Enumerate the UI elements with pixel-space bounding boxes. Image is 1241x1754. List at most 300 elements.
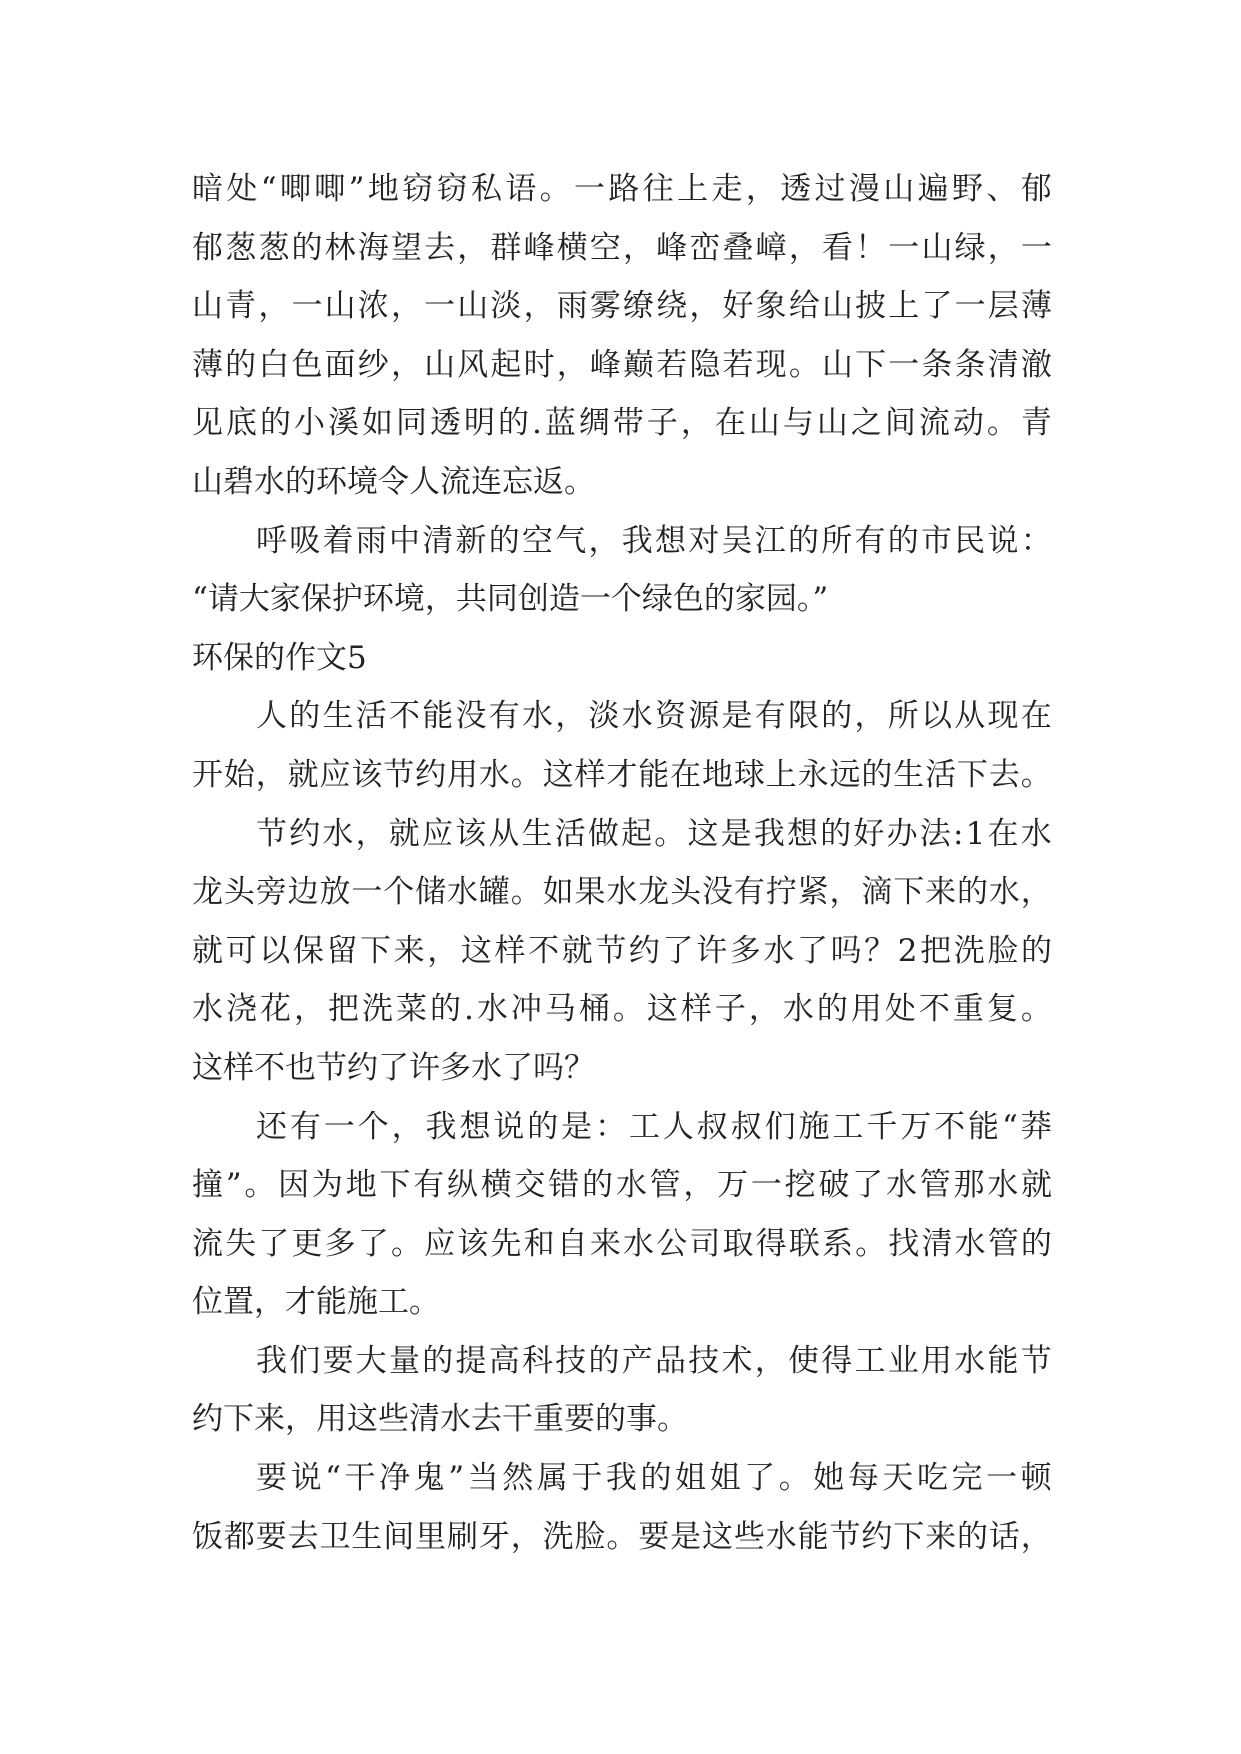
- text-char: 技: [555, 1342, 587, 1379]
- text-char: 工: [628, 1108, 660, 1145]
- text-char: 。: [244, 1167, 276, 1204]
- text-char: 水: [478, 756, 510, 793]
- text-char: 下: [360, 932, 392, 969]
- text-char: 万: [900, 1108, 932, 1145]
- text-char: ，: [745, 171, 777, 207]
- text-char: 走: [711, 171, 743, 207]
- text-char: 的: [820, 815, 852, 852]
- text-char: 施: [798, 1108, 830, 1145]
- text-char: 峰: [523, 229, 555, 266]
- text-char: 与: [782, 405, 814, 442]
- text-char: 水: [615, 1167, 647, 1204]
- text-char: 挖: [784, 1167, 816, 1204]
- text-char: 才: [606, 756, 638, 793]
- text-char: 多: [324, 1225, 356, 1262]
- text-char: 科: [522, 1342, 553, 1379]
- text-char: 罐: [478, 874, 510, 911]
- text-char: 的: [957, 874, 988, 911]
- text-char: 往: [642, 171, 674, 207]
- text-line: 位置，才能施工。: [192, 1284, 440, 1321]
- text-char: 公: [656, 1225, 688, 1262]
- text-char: 绿: [954, 229, 986, 266]
- text-line: [192, 394, 1052, 453]
- text-char: 以: [259, 932, 291, 969]
- text-char: 上: [765, 756, 797, 793]
- text-char: 溪: [328, 405, 359, 442]
- text-char: 说: [493, 1108, 525, 1145]
- text-char: 呼: [256, 522, 287, 559]
- text-char: 清: [921, 1225, 953, 1262]
- text-char: 千: [866, 1108, 898, 1145]
- text-char: 说: [987, 522, 1019, 559]
- text-char: 就: [1021, 1167, 1052, 1204]
- text-char: 一: [1020, 229, 1052, 266]
- text-char: 该: [457, 1225, 489, 1262]
- text-char: 约: [861, 1518, 893, 1555]
- text-char: :: [952, 815, 964, 852]
- text-char: 从: [954, 698, 986, 735]
- text-char: 所: [821, 522, 853, 559]
- text-char: 澈: [1020, 346, 1052, 383]
- text-char: “: [260, 171, 277, 207]
- text-line: [192, 863, 1052, 922]
- text-char: 薄: [1020, 288, 1052, 325]
- text-char: 。: [1020, 991, 1052, 1028]
- text-char: 限: [788, 698, 819, 735]
- text-char: 能: [422, 698, 454, 735]
- text-char: 了: [357, 1225, 389, 1262]
- text-char: ，: [623, 229, 655, 266]
- text-char: 浓: [357, 288, 389, 325]
- text-char: 水: [988, 874, 1020, 911]
- text-char: 吗: [830, 932, 862, 969]
- text-char: 的: [291, 229, 323, 266]
- text-char: 果: [574, 874, 606, 911]
- text-char: 我: [425, 1108, 457, 1145]
- text-char: 取: [722, 1225, 754, 1262]
- text-char: 天: [882, 1460, 914, 1497]
- text-char: 是: [561, 1108, 593, 1145]
- text-char: 就: [287, 756, 319, 793]
- text-char: 的: [816, 991, 848, 1028]
- text-char: 给: [788, 288, 820, 325]
- text-char: 。: [390, 1225, 422, 1262]
- text-char: 的: [640, 1460, 672, 1497]
- text-char: 的: [430, 991, 461, 1028]
- text-char: 有: [413, 1167, 445, 1204]
- text-char: 水: [522, 698, 553, 735]
- text-line: [192, 980, 1052, 1039]
- text-char: 资: [655, 698, 686, 735]
- text-char: 水: [782, 991, 814, 1028]
- text-char: 是: [721, 698, 753, 735]
- text-char: 纱: [357, 346, 389, 383]
- text-char: 叔: [730, 1108, 762, 1145]
- text-char: ，: [391, 1108, 423, 1145]
- text-char: 新: [455, 522, 487, 559]
- text-char: 流: [192, 1225, 223, 1262]
- text-line: [192, 336, 1052, 395]
- text-char: 约: [628, 932, 660, 969]
- text-char: 边: [287, 874, 319, 911]
- text-char: 披: [855, 288, 887, 325]
- text-char: 水: [621, 698, 653, 735]
- text-char: 水: [447, 874, 478, 911]
- text-char: 青: [225, 288, 257, 325]
- text-char: ，: [510, 1518, 542, 1555]
- text-char: 色: [291, 346, 323, 383]
- text-char: 不: [389, 698, 420, 735]
- text-char: 在: [670, 756, 702, 793]
- text-line: [192, 1156, 1052, 1215]
- text-char: 在: [987, 815, 1019, 852]
- text-char: 了: [921, 288, 953, 325]
- text-char: 能: [638, 756, 670, 793]
- text-char: 起: [490, 346, 522, 383]
- text-char: 的: [498, 405, 529, 442]
- text-char: 龙: [192, 874, 223, 911]
- text-char: 去: [424, 229, 456, 266]
- text-char: 山: [324, 288, 356, 325]
- text-char: 山: [192, 288, 223, 325]
- text-char: 菜: [396, 991, 427, 1028]
- text-char: 窃: [402, 171, 434, 207]
- text-char: 还: [256, 1108, 287, 1145]
- text-char: 节: [383, 756, 415, 793]
- text-char: 能: [987, 1342, 1019, 1379]
- text-line: [192, 922, 1052, 981]
- text-char: 起: [621, 815, 653, 852]
- text-char: 我: [621, 522, 653, 559]
- text-char: ，: [748, 991, 780, 1028]
- text-char: 没: [702, 874, 733, 911]
- text-char: 群: [490, 229, 522, 266]
- text-char: 水: [763, 932, 795, 969]
- text-char: 顿: [1020, 1460, 1052, 1497]
- text-char: 要: [638, 1518, 670, 1555]
- text-char: 管: [919, 1167, 951, 1204]
- text-char: 和: [523, 1225, 555, 1262]
- text-char: 的: [821, 698, 853, 735]
- text-char: ，: [854, 698, 886, 735]
- text-char: 法: [919, 815, 951, 852]
- text-char: 为: [311, 1167, 343, 1204]
- text-char: 地: [367, 171, 399, 207]
- text-char: 我: [605, 1460, 637, 1497]
- text-char: 雨: [556, 288, 588, 325]
- text-char: 是: [670, 1518, 702, 1555]
- text-char: 系: [821, 1225, 853, 1262]
- text-char: 就: [192, 932, 223, 969]
- text-char: 因: [278, 1167, 310, 1204]
- text-char: 有: [754, 698, 786, 735]
- text-char: 不: [918, 991, 950, 1028]
- text-char: 。: [539, 171, 571, 207]
- text-char: 一: [888, 229, 920, 266]
- text-char: 这: [646, 991, 678, 1028]
- text-char: 的: [861, 756, 893, 793]
- text-char: 。: [855, 1225, 887, 1262]
- text-char: ，: [258, 288, 290, 325]
- text-char: 万: [717, 1167, 749, 1204]
- text-char: 完: [951, 1460, 983, 1497]
- text-char: ？: [864, 932, 896, 969]
- text-char: 约: [415, 756, 447, 793]
- text-char: 复: [986, 991, 1018, 1028]
- text-char: ，: [294, 991, 325, 1028]
- text-char: 气: [555, 522, 587, 559]
- text-char: 要: [256, 1460, 287, 1497]
- text-char: 品: [655, 1342, 686, 1379]
- text-char: 水: [322, 815, 354, 852]
- text-char: 青: [1020, 405, 1052, 442]
- section-title: 环保的作文5: [192, 639, 367, 676]
- text-char: ，: [788, 229, 820, 266]
- text-char: 水: [1020, 815, 1052, 852]
- text-char: 干: [344, 1460, 376, 1497]
- text-char: 得: [821, 1342, 853, 1379]
- text-char: 重: [952, 991, 984, 1028]
- text-char: 私: [470, 171, 502, 207]
- text-char: 如: [362, 405, 393, 442]
- text-char: 应: [421, 815, 453, 852]
- text-char: 水: [476, 991, 508, 1028]
- text-char: 水: [765, 1518, 797, 1555]
- text-char: 雨: [355, 522, 387, 559]
- text-char: 了: [662, 932, 694, 969]
- text-char: ，: [457, 229, 489, 266]
- text-line: [192, 746, 1052, 805]
- text-char: 蓝: [544, 405, 576, 442]
- text-char: 洗: [362, 991, 393, 1028]
- text-char: 的: [289, 698, 321, 735]
- text-line: [192, 1215, 1052, 1274]
- text-char: 节: [256, 815, 287, 852]
- text-char: 把: [920, 932, 952, 969]
- text-char: 大: [355, 1342, 387, 1379]
- text-char: 空: [589, 229, 621, 266]
- text-char: 来: [925, 1518, 957, 1555]
- text-char: 着: [322, 522, 354, 559]
- text-char: 旁: [255, 874, 287, 911]
- text-char: 隐: [689, 346, 721, 383]
- text-char: 间: [884, 405, 916, 442]
- text-char: 葱: [225, 229, 257, 266]
- text-char: 纵: [446, 1167, 478, 1204]
- text-char: 山: [748, 405, 780, 442]
- text-char: 每: [847, 1460, 879, 1497]
- text-char: 洗: [542, 1518, 574, 1555]
- text-char: 约: [289, 815, 321, 852]
- text-char: 底: [226, 405, 257, 442]
- text-char: 的: [788, 522, 819, 559]
- text-char: ，: [556, 346, 588, 383]
- text-char: 节: [1020, 1342, 1052, 1379]
- text-char: 的: [260, 405, 291, 442]
- text-char: 缭: [623, 288, 655, 325]
- text-char: 来: [925, 874, 957, 911]
- text-char: 的: [957, 1518, 988, 1555]
- text-char: 清: [987, 346, 1019, 383]
- text-char: 透: [780, 171, 812, 207]
- text-char: 白: [258, 346, 290, 383]
- text-char: 业: [887, 1342, 919, 1379]
- text-line: [192, 1098, 1052, 1157]
- text-char: ：: [1020, 522, 1052, 559]
- text-char: 样: [494, 932, 526, 969]
- text-char: 联: [788, 1225, 820, 1262]
- text-char: 拧: [765, 874, 797, 911]
- text-char: 山: [821, 346, 853, 383]
- text-char: 。: [654, 815, 686, 852]
- text-char: 这: [542, 756, 574, 793]
- text-char: ，: [754, 1342, 786, 1379]
- text-char: 在: [1020, 698, 1052, 735]
- text-char: ，: [255, 756, 287, 793]
- text-char: 用: [447, 756, 478, 793]
- text-char: 卫: [319, 1518, 351, 1555]
- text-char: 属: [536, 1460, 568, 1497]
- text-char: 之: [850, 405, 882, 442]
- text-char: 这: [687, 815, 719, 852]
- text-char: 然: [502, 1460, 534, 1497]
- text-char: ！: [855, 229, 887, 266]
- text-char: 时: [523, 346, 555, 383]
- text-char: ”: [225, 1167, 242, 1204]
- text-char: 。: [788, 346, 820, 383]
- text-char: 技: [688, 1342, 720, 1379]
- text-char: 该: [455, 815, 487, 852]
- text-char: 的: [225, 346, 257, 383]
- text-char: 。: [1020, 756, 1052, 793]
- text-line: [192, 512, 1052, 571]
- text-char: 话: [988, 1518, 1020, 1555]
- text-char: 鬼: [413, 1460, 445, 1497]
- text-char: 水: [954, 1225, 986, 1262]
- text-char: 储: [415, 874, 447, 911]
- text-char: 一: [986, 1460, 1018, 1497]
- text-char: 漫: [848, 171, 880, 207]
- text-char: .: [464, 991, 474, 1028]
- text-char: 自: [556, 1225, 588, 1262]
- text-char: 的: [1020, 932, 1052, 969]
- text-char: 许: [696, 932, 728, 969]
- text-char: “: [1001, 1108, 1018, 1145]
- text-char: 放: [319, 874, 351, 911]
- text-line: [192, 160, 1052, 219]
- text-char: 想: [787, 815, 818, 852]
- text-line: [192, 1449, 1052, 1508]
- text-char: 遍: [917, 171, 949, 207]
- text-char: 雾: [589, 288, 621, 325]
- text-char: 嶂: [755, 229, 787, 266]
- text-char: 生: [521, 815, 553, 852]
- text-char: 叔: [696, 1108, 728, 1145]
- text-char: 撞: [192, 1167, 223, 1204]
- text-line: 山碧水的环境令人流连忘返。: [192, 463, 595, 500]
- text-char: 巅: [623, 346, 655, 383]
- text-char: 面: [324, 346, 356, 383]
- text-char: 望: [390, 229, 422, 266]
- text-char: 地: [702, 756, 733, 793]
- text-char: 去: [287, 1518, 319, 1555]
- text-char: 现: [755, 346, 787, 383]
- text-char: 的: [1020, 1225, 1052, 1262]
- text-char: 桶: [578, 991, 610, 1028]
- text-char: 错: [548, 1167, 580, 1204]
- text-char: 的: [582, 1167, 614, 1204]
- text-char: 就: [388, 815, 420, 852]
- text-char: ，: [987, 229, 1019, 266]
- text-line: [192, 805, 1052, 864]
- text-char: 更: [291, 1225, 323, 1262]
- text-char: 象: [755, 288, 787, 325]
- text-char: 路: [608, 171, 640, 207]
- text-char: 保: [292, 932, 324, 969]
- text-char: 唧: [279, 171, 311, 207]
- text-char: 脸: [574, 1518, 606, 1555]
- text-char: 要: [255, 1518, 287, 1555]
- text-char: 有: [289, 1108, 321, 1145]
- text-char: 山: [816, 405, 848, 442]
- text-char: 管: [649, 1167, 681, 1204]
- text-char: 当: [467, 1460, 499, 1497]
- text-char: 源: [688, 698, 720, 735]
- text-char: 脸: [987, 932, 1019, 969]
- text-char: ，: [588, 522, 620, 559]
- text-char: 山: [424, 346, 456, 383]
- text-char: 花: [260, 991, 291, 1028]
- text-char: 破: [818, 1167, 850, 1204]
- text-char: 水: [987, 1167, 1019, 1204]
- text-char: 生: [893, 756, 925, 793]
- text-char: 下: [893, 1518, 925, 1555]
- text-char: 人: [662, 1108, 694, 1145]
- text-char: 要: [322, 1342, 354, 1379]
- text-char: 一: [351, 874, 383, 911]
- text-char: 窃: [436, 171, 468, 207]
- text-char: 没: [455, 698, 487, 735]
- text-char: 失: [225, 1225, 257, 1262]
- text-char: 去: [988, 756, 1020, 793]
- text-char: ，: [390, 288, 422, 325]
- text-char: 郁: [1020, 171, 1052, 207]
- text-char: 下: [893, 874, 925, 911]
- text-char: 这: [460, 932, 492, 969]
- text-char: 风: [457, 346, 489, 383]
- text-char: 林: [324, 229, 356, 266]
- text-char: ，: [1020, 874, 1052, 911]
- text-char: 。: [606, 1518, 638, 1555]
- text-char: 来: [393, 932, 425, 969]
- text-line: [192, 687, 1052, 746]
- text-char: 刷: [447, 1518, 478, 1555]
- text-char: 处: [226, 171, 258, 207]
- text-char: 使: [788, 1342, 819, 1379]
- text-char: 清: [422, 522, 454, 559]
- text-char: 用: [921, 1342, 952, 1379]
- text-char: 看: [821, 229, 853, 266]
- text-char: 永: [797, 756, 829, 793]
- text-char: 了: [258, 1225, 290, 1262]
- text-char: 一: [424, 288, 456, 325]
- text-char: 。: [986, 405, 1018, 442]
- text-char: 想: [459, 1108, 491, 1145]
- text-char: 该: [351, 756, 383, 793]
- text-line: [192, 219, 1052, 278]
- text-char: 吃: [916, 1460, 948, 1497]
- text-char: “: [325, 1460, 341, 1497]
